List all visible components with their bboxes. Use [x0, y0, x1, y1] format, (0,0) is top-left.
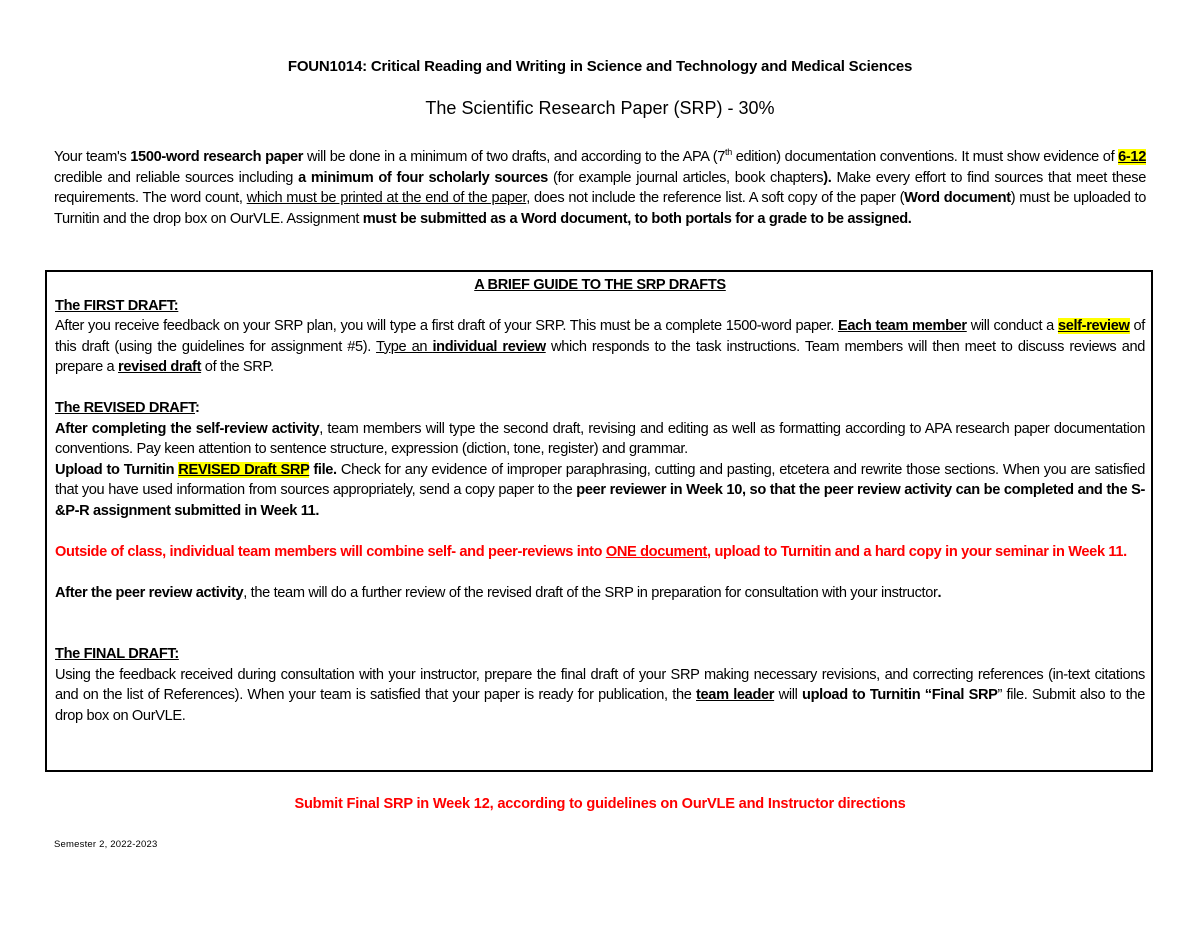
paper-title: The Scientific Research Paper (SRP) - 30%: [425, 98, 775, 118]
revised-draft-colon: :: [195, 400, 200, 416]
revised-draft-term: revised draft: [118, 359, 202, 375]
after-peer-review-text: .: [937, 584, 942, 601]
first-draft-text: of this draft (using the guidelines for assignment #5).: [55, 318, 1145, 355]
spacer: [55, 378, 1145, 399]
first-draft-text: Type an: [376, 338, 433, 355]
peer-reviewer-week10: peer reviewer in Week 10, so that the peer review activity can be completed and the S-&P-R assignment submitted in Week 11.: [55, 482, 1145, 519]
first-draft-text: After you receive feedback on your SRP plan, you will type a first draft of your SRP. This must be a complete 1500-word paper.: [55, 318, 838, 334]
team-leader: team leader: [696, 687, 775, 703]
intro-text: ) must be uploaded to Turnitin and the drop box on OurVLE. Assignment: [54, 190, 1146, 227]
each-team-member: Each team member: [837, 318, 967, 334]
first-draft-heading: The FIRST DRAFT:: [55, 297, 179, 314]
first-draft-text: of the SRP.: [201, 359, 274, 375]
upload-final-srp: upload to Turnitin “Final SRP: [802, 687, 998, 703]
intro-text: Make every effort to find sources that meet these requirements. The word count,: [54, 169, 1146, 206]
outside-class-text: , upload to Turnitin and a hard copy in your seminar in Week 11.: [707, 543, 1127, 560]
srp-guide-content: [55, 275, 1145, 726]
intro-text: ).: [823, 169, 832, 186]
intro-superscript: th: [725, 147, 732, 158]
final-draft-text: ” file. Submit also to the drop box on OurVLE.: [55, 687, 1145, 724]
revised-draft-srp-highlight: REVISED Draft SRP: [178, 461, 310, 478]
intro-text: , does not include the reference list. A soft copy of the paper (: [526, 190, 905, 206]
upload-paragraph: [55, 460, 1145, 522]
intro-text: will be done in a minimum of two drafts, and according to the APA (7: [303, 149, 726, 165]
intro-word-document: Word document: [904, 190, 1011, 206]
revised-draft-paragraph: [55, 419, 1145, 460]
final-draft-text: will: [774, 687, 803, 703]
intro-word-count-note: which must be printed at the end of the paper: [246, 190, 527, 206]
final-draft-paragraph: [55, 665, 1145, 727]
spacer: [55, 562, 1145, 583]
semester-label: Semester 2, 2022-2023: [54, 839, 158, 850]
intro-word-count: 1500-word research paper: [130, 149, 304, 165]
spacer: [55, 603, 1145, 644]
outside-class-paragraph: [55, 542, 1145, 563]
guide-heading: A BRIEF GUIDE TO THE SRP DRAFTS: [474, 277, 726, 293]
intro-paragraph: [54, 147, 1146, 229]
srp-guide-box: [45, 270, 1153, 772]
after-self-review: After completing the self-review activity: [55, 420, 320, 437]
first-draft-text: which responds to the task instructions. Team members will then meet to discuss reviews and prepare a: [55, 338, 1145, 375]
revised-draft-text: , team members will type the second draft, revising and editing as well as formatting according to APA research paper documentation conventions. Pay keen attention to sentence structure, expression (diction, tone, register) and grammar.: [55, 420, 1146, 457]
first-draft-paragraph: [55, 316, 1145, 378]
outside-class-text: Outside of class, individual team members will combine self- and peer-reviews into: [55, 543, 606, 560]
final-draft-heading: The FINAL DRAFT:: [55, 646, 179, 662]
upload-file-label: file.: [309, 461, 337, 478]
intro-text: edition) documentation conventions. It must show evidence of: [731, 149, 1119, 165]
revised-draft-heading: [55, 398, 1145, 419]
first-draft-text: will conduct a: [966, 318, 1058, 334]
after-peer-review: After the peer review activity: [55, 584, 244, 601]
course-title: FOUN1014: Critical Reading and Writing in Science and Technology and Medical Sciences: [287, 58, 913, 75]
intro-text: Your team's: [54, 149, 131, 165]
intro-text: (for example journal articles, book chapters: [547, 169, 824, 186]
intro-submission-rule: must be submitted as a Word document, to both portals for a grade to be assigned.: [362, 210, 912, 227]
spacer: [55, 521, 1145, 542]
individual-review: individual review: [432, 338, 546, 355]
intro-source-range: 6-12: [1118, 149, 1146, 165]
final-draft-text: Using the feedback received during consultation with your instructor, prepare the final draft of your SRP making necessary revisions, and correcting references (in-text citations and on the list of References). When your team is satisfied that your paper is ready for publication, the: [55, 666, 1145, 703]
after-peer-review-paragraph: [55, 583, 1145, 604]
self-review-highlight: self-review: [1057, 318, 1130, 334]
upload-to-turnitin: Upload to Turnitin: [55, 461, 179, 478]
revised-draft-title: The REVISED DRAFT: [55, 400, 196, 416]
final-submission-note: Submit Final SRP in Week 12, according to guidelines on OurVLE and Instructor directions: [294, 796, 906, 812]
one-document: ONE document: [605, 543, 708, 560]
after-peer-review-text: , the team will do a further review of the revised draft of the SRP in preparation for consultation with your instructor: [243, 584, 938, 601]
intro-text: credible and reliable sources including: [54, 169, 299, 186]
upload-text: Check for any evidence of improper paraphrasing, cutting and pasting, etcetera and rewrite those sections. When you are satisfied that you have used information from sources appropriately, send a copy paper to the: [55, 461, 1145, 498]
intro-scholarly-sources: a minimum of four scholarly sources: [298, 169, 548, 186]
